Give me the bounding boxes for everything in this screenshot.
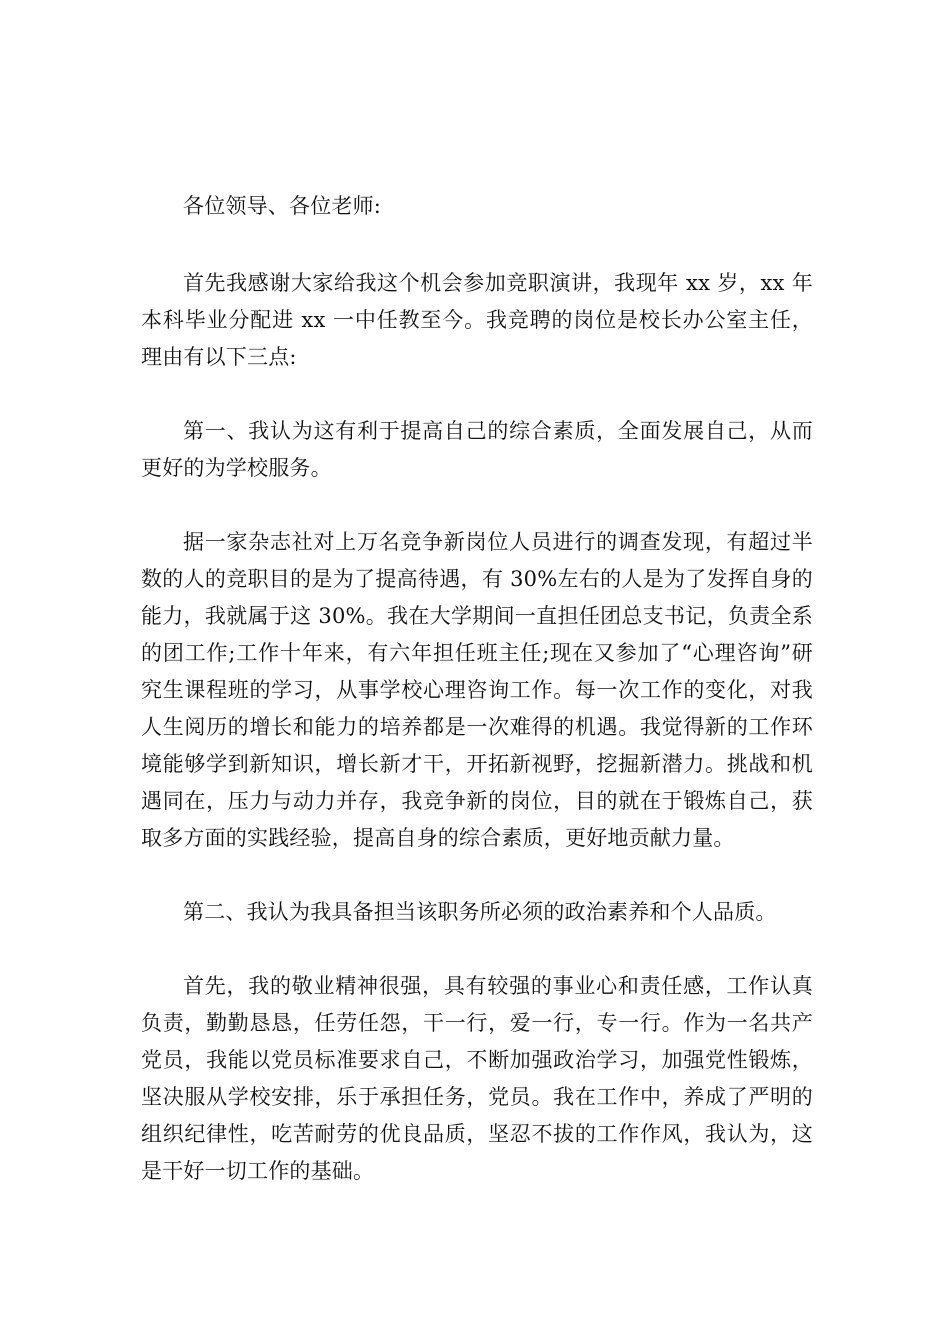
document-body: [141, 188, 813, 1227]
reason-one-heading: 第一、我认为这有利于提高自己的综合素质，全面发展自己，从而更好的为学校服务。: [141, 419, 813, 480]
reason-two-heading: 第二、我认为我具备担当该职务所必须的政治素养和个人品质。: [183, 900, 777, 924]
opening-paragraph: 首先我感谢大家给我这个机会参加竞职演讲，我现年 xx 岁，xx 年本科毕业分配进 xx 一中任教至今。我竞聘的岗位是校长办公室主任，理由有以下三点:: [141, 271, 813, 369]
reason-one-paragraph: 据一家杂志社对上万名竞争新岗位人员进行的调查发现，有超过半数的人的竞职目的是为了提高待遇，有 30%左右的人是为了发挥自身的能力，我就属于这 30%。我在大学期间一直担任团总支书记，负责全系的团工作;工作十年来，有六年担任班主任;现在又参加了“心理咨询”研究生课程班的学习，从事学校心理咨询工作。每一次工作的变化，对我人生阅历的增长和能力的培养都是一次难得的机遇。我觉得新的工作环境能够学到新知识，增长新才干，开拓新视野，挖掘新潜力。挑战和机遇同在，压力与动力并存，我竞争新的岗位，目的就在于锻炼自己，获取多方面的实践经验，提高自身的综合素质，更好地贡献力量。: [141, 530, 813, 850]
reason-two-paragraph: 首先，我的敬业精神很强，具有较强的事业心和责任感，工作认真负责，勤勤恳恳，任劳任怨，干一行，爱一行，专一行。作为一名共产党员，我能以党员标准要求自己，不断加强政治学习，加强党性锻炼，坚决服从学校安排，乐于承担任务，党员。我在工作中，养成了严明的组织纪律性，吃苦耐劳的优良品质，坚忍不拔的工作作风，我认为，这是干好一切工作的基础。: [141, 974, 813, 1183]
salutation: 各位领导、各位老师:: [183, 194, 382, 218]
